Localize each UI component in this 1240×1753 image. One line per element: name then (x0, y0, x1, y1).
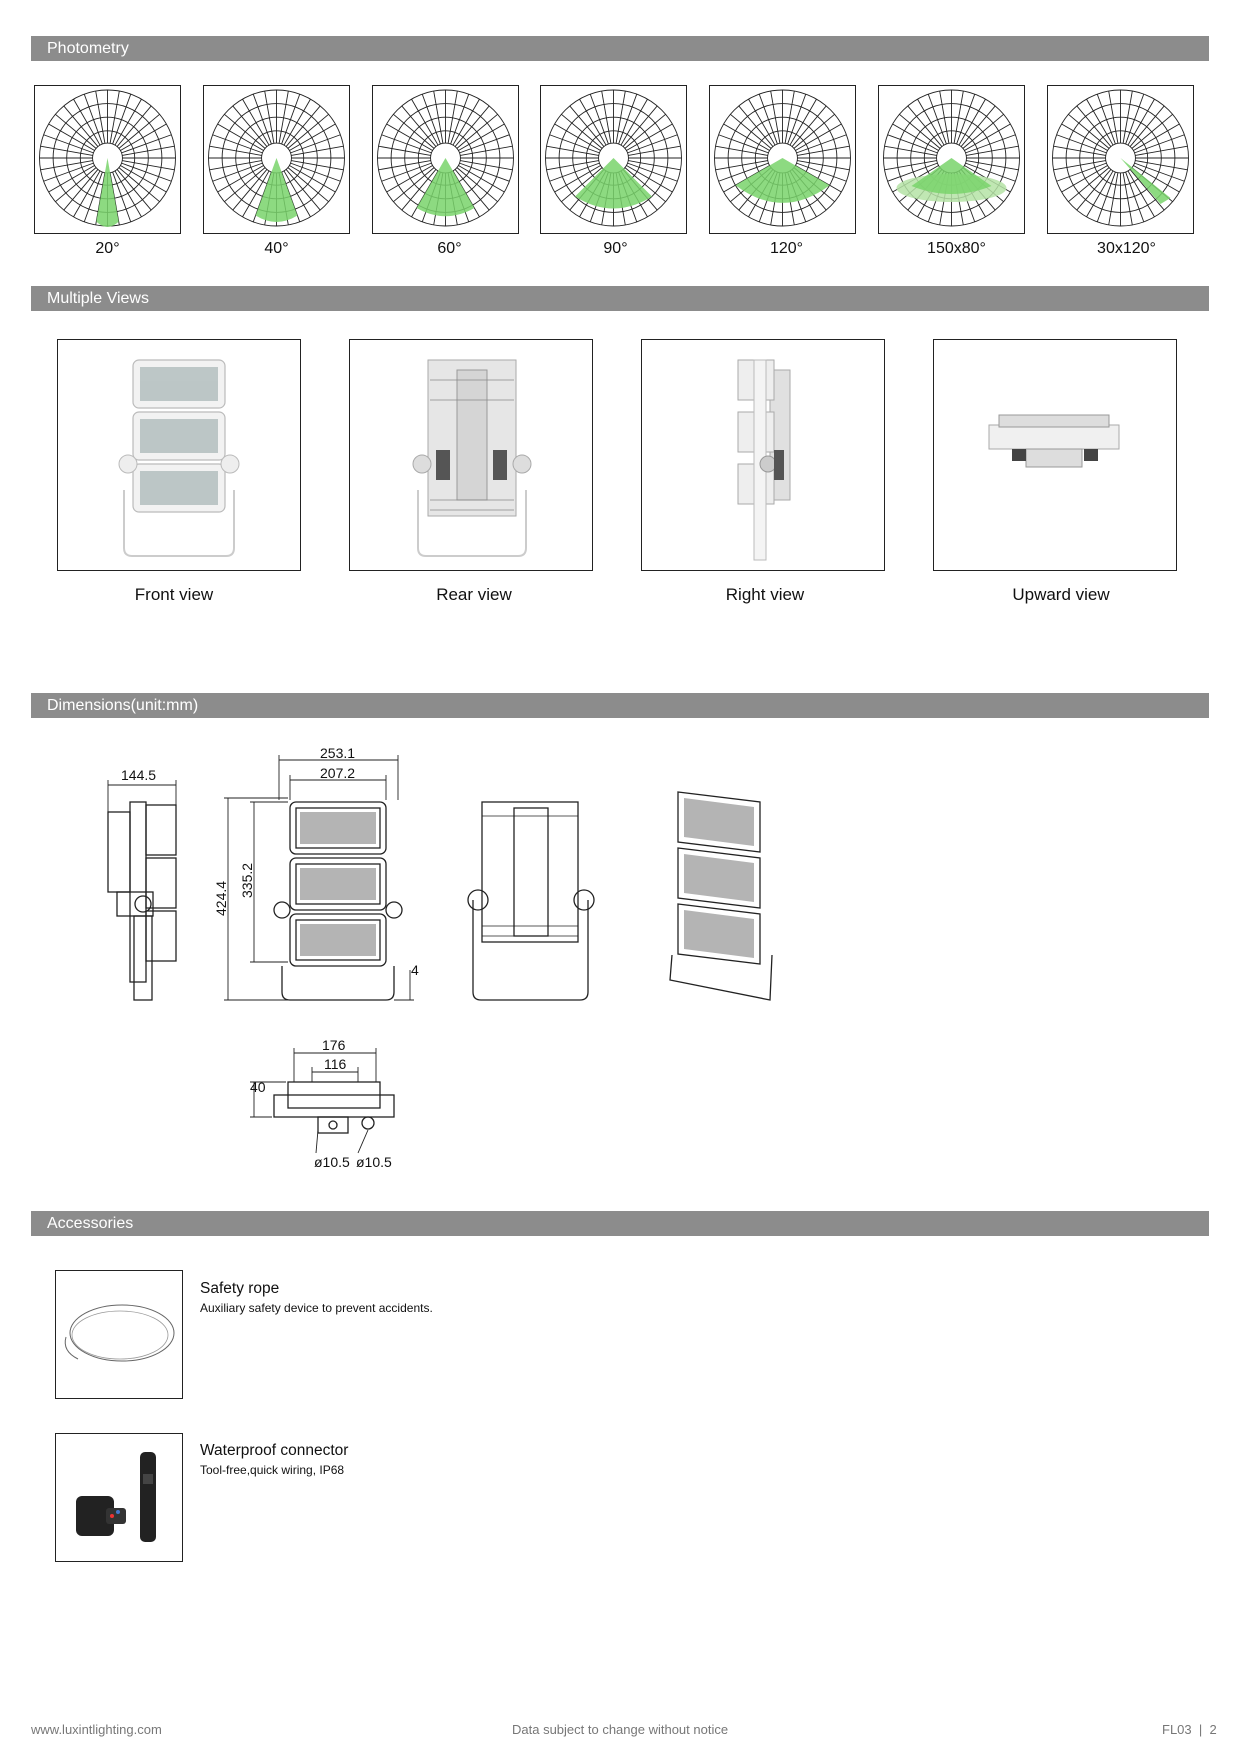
beam-angle-label: 150x80° (927, 240, 986, 257)
top-view-drawing (274, 1082, 394, 1133)
rear-view-drawing (468, 802, 594, 1000)
view-label: Front view (134, 585, 214, 604)
polar-diagram (203, 85, 350, 234)
beam-shape (735, 158, 829, 203)
section-header-views: Multiple Views (31, 286, 1209, 311)
beam-shape (1121, 158, 1171, 204)
beam-angle-label: 120° (769, 240, 804, 257)
view-label: Right view (725, 585, 805, 604)
dim-top-depth: 40 (250, 1079, 266, 1095)
footer-page: FL03 | 2 (1162, 1722, 1217, 1737)
dim-hole-b: ø10.5 (356, 1154, 392, 1170)
section-header-dimensions: Dimensions(unit:mm) (31, 693, 1209, 718)
beam-angle-label: 20° (95, 240, 120, 257)
beam-angle-label: 30x120° (1097, 240, 1156, 257)
beam-angle-label: 60° (437, 240, 462, 257)
upward-view-image (933, 339, 1177, 571)
view-label: Upward view (1012, 585, 1110, 604)
dim-hole-a: ø10.5 (314, 1154, 350, 1170)
dim-top-inner-width: 116 (324, 1056, 347, 1072)
dim-total-height: 424.4 (213, 880, 229, 916)
beam-angle-label: 40° (264, 240, 289, 257)
safety-rope-image (55, 1270, 183, 1399)
footer-website: www.luxintlighting.com (31, 1722, 162, 1737)
dim-front-total-width: 253.1 (320, 745, 356, 761)
dim-bottom-offset: 4 (411, 962, 419, 978)
accessory-title: Safety rope (200, 1280, 280, 1297)
dimension-drawings (0, 730, 1240, 1200)
polar-diagram (540, 85, 687, 234)
accessory-description: Tool-free,quick wiring, IP68 (200, 1463, 345, 1477)
polar-diagram (709, 85, 856, 234)
dim-body-height: 335.2 (239, 862, 255, 898)
beam-shape (417, 158, 475, 216)
beam-shape (575, 158, 652, 209)
section-header-accessories: Accessories (31, 1211, 1209, 1236)
dim-front-inner-width: 207.2 (320, 765, 356, 781)
polar-diagram (878, 85, 1025, 234)
beam-shape (256, 158, 298, 222)
beam-angle-label: 90° (603, 240, 628, 257)
section-header-photometry: Photometry (31, 36, 1209, 61)
waterproof-connector-image (55, 1433, 183, 1562)
front-view-image (57, 339, 301, 571)
right-view-image (641, 339, 885, 571)
rear-view-image (349, 339, 593, 571)
accessory-description: Auxiliary safety device to prevent accidents. (200, 1301, 433, 1315)
view-label: Rear view (436, 585, 512, 604)
beam-shape (96, 158, 118, 227)
polar-diagram (1047, 85, 1194, 234)
side-view-drawing (108, 802, 176, 1000)
polar-diagram (34, 85, 181, 234)
footer-notice: Data subject to change without notice (512, 1722, 729, 1737)
dim-top-width: 176 (322, 1037, 346, 1053)
dim-side-width: 144.5 (121, 767, 157, 783)
polar-diagram (372, 85, 519, 234)
accessory-title: Waterproof connector (200, 1442, 349, 1459)
